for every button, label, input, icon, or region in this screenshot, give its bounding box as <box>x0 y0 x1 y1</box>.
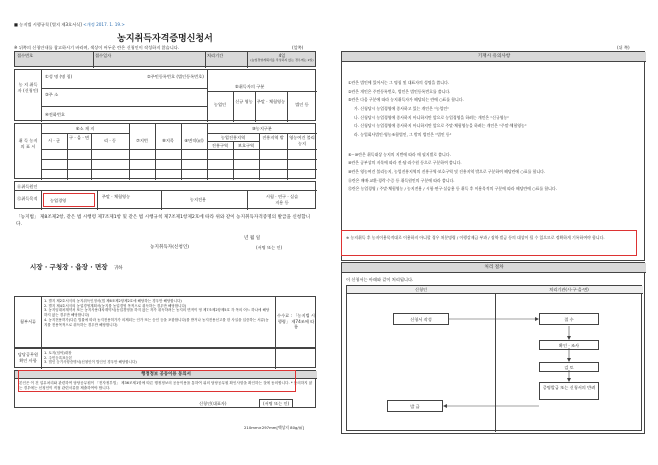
applicant-section <box>14 69 316 121</box>
officer-check-item: 1. 토지(임야)대장 <box>44 351 72 355</box>
category-weekend-farming[interactable]: 주말 · 체험영농 <box>256 99 286 104</box>
acquisition-cause-label: ⑪취득원인 <box>17 184 38 189</box>
note-item: ⑩란은 영농여건 불리농지, 농업진흥지역의 진흥구역·보호구역 및 진흥지역 밖으로 구분하여 해당란에 ○표를 합니다. <box>348 168 546 174</box>
officer-check-item: 3. 법인 등기사항증명서(신청인이 법인인 경우만 해당합니다) <box>44 360 137 365</box>
attachment-item: 3. 농지임대차계약서 또는 농지사용대차계약서(농업경영을 하지 않는 자가 취득하려는 농지의 면적이 영 제7조제2항제5호 각 목의 어느 하나에 해당하지 않는 경우만 해당합니다) <box>44 308 270 318</box>
applicant-sign-note: (서명 또는 인) <box>256 245 283 250</box>
applicant-address-label: ③주 소 <box>45 92 59 97</box>
note-item: ⑤란은 다음 구분에 따라 농지취득자가 해당되는 란에 ○표를 합니다. <box>348 97 464 103</box>
consent-text: 본인은 이 건 업무처리와 관련하여 담당공무원이 「전자정부법」 제36조제1항에 따른 행정정보의 공동이용을 통하여 위의 담당공무원 확인사항을 확인하는 것에 동의합니다. * 동의하지 않는 경우에는 신청인이 직접 관련서류를 제출하여야 합니다. <box>19 381 313 391</box>
step-receive: 접 수 <box>539 313 599 325</box>
page-side-label: (앞쪽) <box>292 45 304 50</box>
applicant-phone-label: ④전화번호 <box>45 112 65 117</box>
category-corporation[interactable]: 법인 등 <box>295 102 309 107</box>
receipt-row <box>14 51 316 67</box>
applicant-name-label: ①성 명 (명 칭) <box>45 74 73 79</box>
application-statement: 「농지법」 제8조제2항, 같은 법 시행령 제7조제1항 및 같은 법 시행규칙 제7조제1항제2호에 따라 위와 같이 농지취득자격증명의 발급을 신청합니다. <box>16 215 311 228</box>
fee-label: 수수료 : 「농지법 시행령」 제74조에 따름 <box>277 313 315 330</box>
form-notice: ※ 뒤쪽의 신청안내를 참고하시기 바라며, 색상이 어두운 란은 신청인이 작성하지 않습니다. <box>14 45 180 50</box>
land-col-village: 리 · 동 <box>103 138 117 143</box>
warning-box <box>341 230 637 256</box>
land-col-district: 구 · 읍 · 면 <box>68 135 90 140</box>
promotion-zone-label: 농업진흥지역 <box>220 135 246 140</box>
land-col-area: ⑨면적(㎡) <box>184 138 204 143</box>
addressee-name: 시장 · 구청장 · 읍장 · 면장 <box>30 263 108 271</box>
acquisition-purpose-label: ⑫취득목적 <box>17 196 38 201</box>
note-item: ①란은 법인에 있어서는 그 명칭 및 대표자의 성명을 씁니다. <box>348 80 450 85</box>
consent-highlight <box>18 370 296 392</box>
process-note: 이 신청서는 아래와 같이 처리됩니다. <box>346 277 414 282</box>
officer-check-item: 2. 주민등록표등본 <box>44 355 73 360</box>
purpose-weekend-farming[interactable]: 주말 · 체험영농 <box>101 194 131 199</box>
land-col-land-category: ⑧지목 <box>162 138 174 143</box>
process-section <box>341 262 645 434</box>
process-title: 처리 절차 <box>342 263 646 273</box>
receipt-date-label: 접수일자 <box>95 53 112 58</box>
acquisition-section <box>14 181 316 209</box>
note-item: 가. 신청당시 농업경영에 종사하고 있는 개인은 "농업인" <box>354 105 449 111</box>
notes-list <box>348 80 640 192</box>
page-side-label: (뒤 쪽) <box>617 45 630 50</box>
attachments-section <box>14 296 316 348</box>
note-item: 다. 신청당시 농업경영에 종사하지 아니하지만 앞으로 주말·체험영농을 하려는 개인은 "주말·체험영농" <box>354 123 527 129</box>
land-col-lot-number: ⑦지번 <box>136 138 148 143</box>
land-section-label: 취 득 농지의 표 시 <box>18 138 38 149</box>
purpose-conversion[interactable]: 농지전용 <box>189 197 207 202</box>
attachment-item: 2. 별지 제4호서식의 농업경영계획서(농지를 농업경영 목적으로 취득하는 경우만 해당합니다) <box>44 303 187 308</box>
category-farmer[interactable]: 농업인 <box>213 102 227 107</box>
addressee <box>30 262 122 271</box>
receipt-number-label: 접수번호 <box>17 53 34 58</box>
addressee-suffix: 귀하 <box>113 266 123 271</box>
process-table <box>346 285 642 431</box>
officer-check-section <box>14 348 316 368</box>
form-title: 농지취득자격증명신청서 <box>117 34 213 44</box>
step-verify: 확인 · 조사 <box>539 340 599 350</box>
note-item: ⑥~⑩란은 취득대상 농지의 지번에 따라 매 필지별로 씁니다. <box>348 151 451 157</box>
purpose-farming: 농업경영 <box>50 198 67 203</box>
attachments-label: 첨부서류 <box>19 319 37 324</box>
processing-period-note: (농업경영계획서를 작성하지 않는 경우에는 2일) <box>250 58 314 62</box>
land-location-label: ⑥소 재 지 <box>75 126 95 131</box>
attachment-item: 1. 별지 제2호서식의 농지취득인정서(법 제6조제2항제2호에 해당하는 경우만 해당합니다) <box>44 299 182 303</box>
outside-promotion-zone[interactable]: 진흥지역 밖 <box>262 135 284 140</box>
step-issue-or-return: 증명발급 또는 신청서의 반려 <box>539 382 599 400</box>
consent-sign-note: (서명 또는 인) <box>259 399 293 408</box>
form-header: ■ 농지법 시행규칙 [별지 제3호서식] <개정 2017. 1. 19.> <box>14 22 125 27</box>
land-col-city: 시 · 군 <box>47 138 61 143</box>
notes-title: 기재시 유의사항 <box>342 52 646 62</box>
applicant-id-label: ②주민등록번호 (법인등록번호) <box>147 74 204 79</box>
applicant-signer-label: 농지취득자(신청인) <box>150 245 190 250</box>
attachments-list <box>44 299 272 327</box>
note-item: ⑪란은 매매·교환·경락·수증 등 취득원인의 구분에 따라 씁니다. <box>348 177 455 183</box>
processing-period-value: 4일 <box>278 53 286 58</box>
note-item: ⑩란은 공부상의 지목에 따라 전·답·과수원 등으로 구분하여 씁니다. <box>348 160 462 166</box>
note-item: ②란은 개인은 주민등록번호, 법인은 법인등록번호를 씁니다. <box>348 88 451 94</box>
land-section <box>14 123 316 179</box>
purpose-farming-highlight[interactable] <box>43 193 95 207</box>
attachment-item: 4. 농지전용허가(다른 법률에 따라 농지전용허가가 의제되는 인가 또는 승인 등을 포함합니다)를 받거나 농지전용신고를 한 사실을 입증하는 서류(농지를 전용목적으로 취득하는 경우만 해당합니다) <box>44 317 269 327</box>
officer-check-label: 담당공무원 확인 사항 <box>17 352 39 363</box>
step-review: 검 토 <box>539 362 599 372</box>
note-item: 라. 농업회사법인·영농조합법인, 그 밖의 법인은 "법인 등" <box>354 131 452 137</box>
warning-text: ※ 농지취득 후 농지이용목적대로 이용하지 아니할 경우 처분명령 / 이행강제금 부과 / 징역·벌금 등의 대상이 될 수 있으므로 정확하게 기록하여야 합니다. <box>346 235 605 240</box>
officer-check-list <box>44 351 272 365</box>
land-area-class-label: ⑩농지구분 <box>252 126 272 131</box>
promotion-zone-protection[interactable]: 보호구역 <box>237 143 255 148</box>
right-page <box>329 0 658 465</box>
note-item: ⑫란은 농업경영 / 주말·체험영농 / 농지전용 / 시험·연구·실습용 등 취득 후 이용목적의 구분에 따라 해당란에 ○표를 합니다. <box>348 186 557 192</box>
consent-title: 행정정보 공동이용 동의서 <box>15 371 317 379</box>
step-write-application: 신청서 작성 <box>393 313 449 325</box>
paper-size-note: 210mm×297mm[백상지 80g/㎡] <box>244 425 304 430</box>
unfavorable-farmland[interactable]: 영농여건 불리농지 <box>289 135 315 146</box>
category-new-farming[interactable]: 신규 영농 <box>235 99 253 104</box>
note-item: 나. 신청당시 농업경영에 종사하지 아니하지만 앞으로 농업경영을 하려는 개인은 "신규영농" <box>354 114 510 120</box>
column-applicant: 신청인 <box>347 286 495 294</box>
applicant-section-label: 농 지 취득자 (신청인) <box>17 82 39 93</box>
column-office: 처리기관(시·구·읍·면) <box>495 286 643 294</box>
purpose-research[interactable]: 시험 · 연구 · 실습지용 등 <box>265 194 299 205</box>
application-date: 년 월 일 <box>244 236 261 241</box>
consent-signer: 신청인(대표자) <box>199 401 227 406</box>
processing-period-label: 처리기간 <box>207 53 224 58</box>
promotion-zone-core[interactable]: 진흥구역 <box>211 143 229 148</box>
acquirer-category-label: ⑤취득자의 구분 <box>235 84 265 89</box>
step-deliver: 발 급 <box>387 400 443 412</box>
